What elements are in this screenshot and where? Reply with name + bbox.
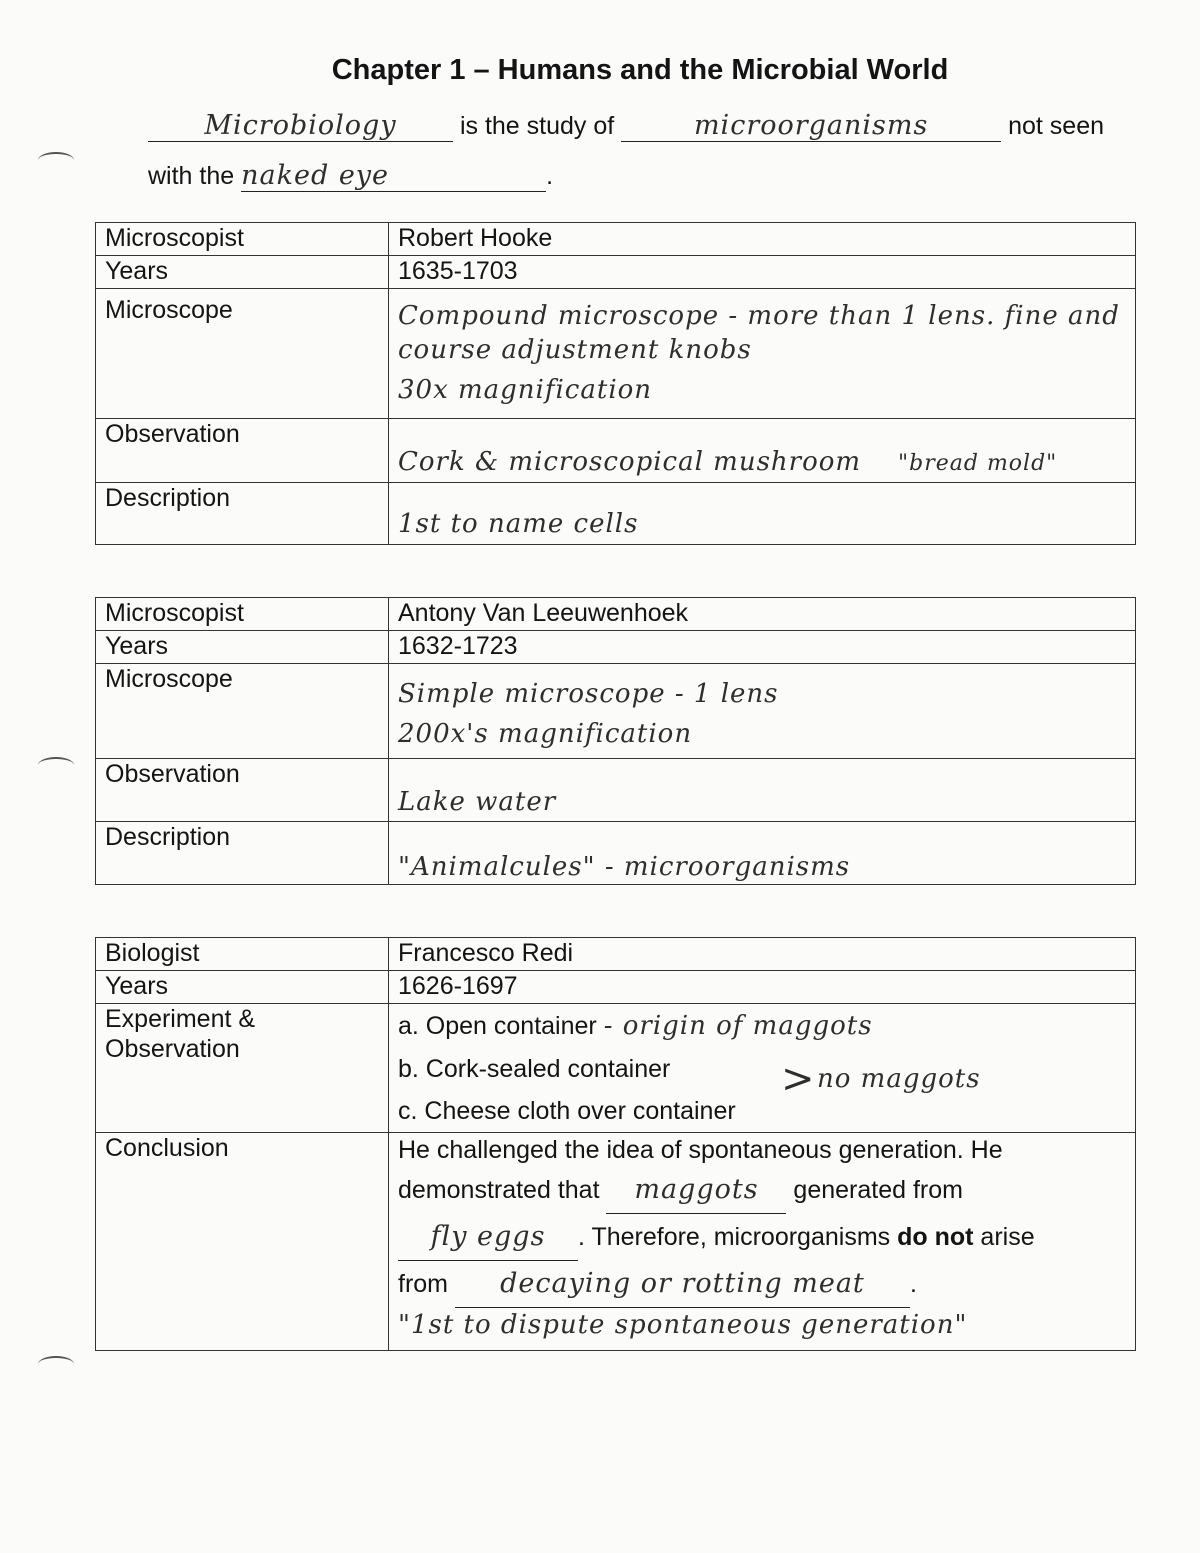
conclusion-text: generated from [793, 1176, 963, 1204]
row-label [96, 1004, 389, 1133]
intro-text: with the [148, 162, 235, 190]
table-row [96, 256, 1136, 289]
handwritten-answer: course adjustment knobs [398, 335, 752, 365]
row-value [389, 1133, 1136, 1351]
blank-field [398, 1214, 578, 1261]
handwritten-answer: no maggots [817, 1064, 981, 1094]
handwritten-answer: Cork & microscopical mushroom [398, 447, 862, 477]
experiment-text: a. Open container [398, 1012, 597, 1040]
intro-line-1 [148, 110, 1104, 142]
row-label: Observation [96, 759, 389, 822]
conclusion-text: arise [980, 1223, 1035, 1251]
handwritten-answer: Simple microscope - 1 lens [398, 679, 779, 709]
blank-field [148, 110, 453, 142]
row-value: Antony Van Leeuwenhoek [389, 598, 1136, 631]
table-row [96, 971, 1136, 1004]
intro-text: . [546, 162, 554, 190]
row-value: 1632-1723 [389, 631, 1136, 664]
row-label: Microscope [96, 664, 389, 759]
table-row [96, 938, 1136, 971]
handwritten-answer: Compound microscope - more than 1 lens. fine and [398, 301, 1120, 331]
redi-table [95, 937, 1136, 1351]
handwritten-answer: fly eggs [430, 1221, 546, 1252]
table-row [96, 223, 1136, 256]
row-value: 1626-1697 [389, 971, 1136, 1004]
handwritten-answer: maggots [634, 1174, 759, 1205]
row-value [389, 419, 1136, 483]
experiment-item: c. Cheese cloth over container [398, 1097, 736, 1125]
row-label-line: Experiment & [105, 1005, 256, 1033]
page-title: Chapter 1 – Humans and the Microbial World [331, 54, 949, 86]
blank-field [606, 1167, 786, 1214]
table-row [96, 1133, 1136, 1351]
table-row [96, 822, 1136, 885]
conclusion-line [398, 1214, 1126, 1261]
table-row [96, 419, 1136, 483]
row-label: Microscopist [96, 223, 389, 256]
table-row [96, 598, 1136, 631]
row-label: Years [96, 971, 389, 1004]
row-label: Biologist [96, 938, 389, 971]
handwritten-answer: 30x magnification [398, 375, 653, 405]
row-value [389, 483, 1136, 545]
blank-field [455, 1261, 910, 1308]
intro-text: not seen [1008, 112, 1105, 140]
experiment-item [398, 1004, 1126, 1048]
leeuwenhoek-table [95, 597, 1136, 885]
handwritten-answer: - origin of maggots [603, 1011, 873, 1041]
row-value [389, 759, 1136, 822]
conclusion-text: . Therefore, microorganisms [578, 1223, 891, 1251]
intro-line-2 [148, 160, 553, 192]
intro-text: is the study of [459, 112, 615, 140]
conclusion-line [398, 1261, 1126, 1308]
table-row [96, 1004, 1136, 1133]
binder-mark [38, 1356, 74, 1372]
handwritten-answer: "Animalcules" - microorganisms [398, 852, 851, 882]
hooke-table [95, 222, 1136, 545]
row-label: Microscopist [96, 598, 389, 631]
handwritten-answer: "1st to dispute spontaneous generation" [398, 1310, 968, 1340]
handwritten-answer: 1st to name cells [398, 509, 639, 539]
table-row [96, 289, 1136, 419]
conclusion-text: from [398, 1270, 448, 1298]
row-value [389, 1004, 1136, 1133]
handwritten-answer: 200x's magnification [398, 719, 693, 749]
row-label: Years [96, 256, 389, 289]
conclusion-line [398, 1167, 1126, 1214]
row-value [389, 289, 1136, 419]
handwritten-answer: Microbiology [204, 110, 397, 141]
table-row [96, 631, 1136, 664]
table-row [96, 483, 1136, 545]
row-value [389, 822, 1136, 885]
blank-field [241, 160, 546, 192]
row-label-line: Observation [105, 1035, 240, 1063]
experiment-item: b. Cork-sealed container [398, 1055, 671, 1083]
conclusion-emphasis: do not [897, 1223, 974, 1251]
row-label: Description [96, 822, 389, 885]
conclusion-text: . [909, 1270, 917, 1298]
conclusion-text: demonstrated that [398, 1176, 600, 1204]
table-row [96, 664, 1136, 759]
binder-mark [38, 152, 74, 168]
handwritten-answer: decaying or rotting meat [500, 1268, 865, 1299]
row-label: Description [96, 483, 389, 545]
handwritten-answer: naked eye [241, 160, 390, 191]
row-label: Microscope [96, 289, 389, 419]
row-value: Francesco Redi [389, 938, 1136, 971]
row-label: Conclusion [96, 1133, 389, 1351]
row-label: Observation [96, 419, 389, 483]
row-value: Robert Hooke [389, 223, 1136, 256]
row-value [389, 664, 1136, 759]
binder-mark [38, 757, 74, 773]
row-value: 1635-1703 [389, 256, 1136, 289]
brace-mark: > [781, 1056, 815, 1102]
table-row [96, 759, 1136, 822]
handwritten-answer: Lake water [398, 787, 557, 817]
blank-field [621, 110, 1001, 142]
row-label: Years [96, 631, 389, 664]
handwritten-answer: "bread mold" [898, 451, 1058, 476]
conclusion-line: He challenged the idea of spontaneous generation. He [398, 1136, 1003, 1164]
handwritten-answer: microorganisms [693, 110, 929, 141]
